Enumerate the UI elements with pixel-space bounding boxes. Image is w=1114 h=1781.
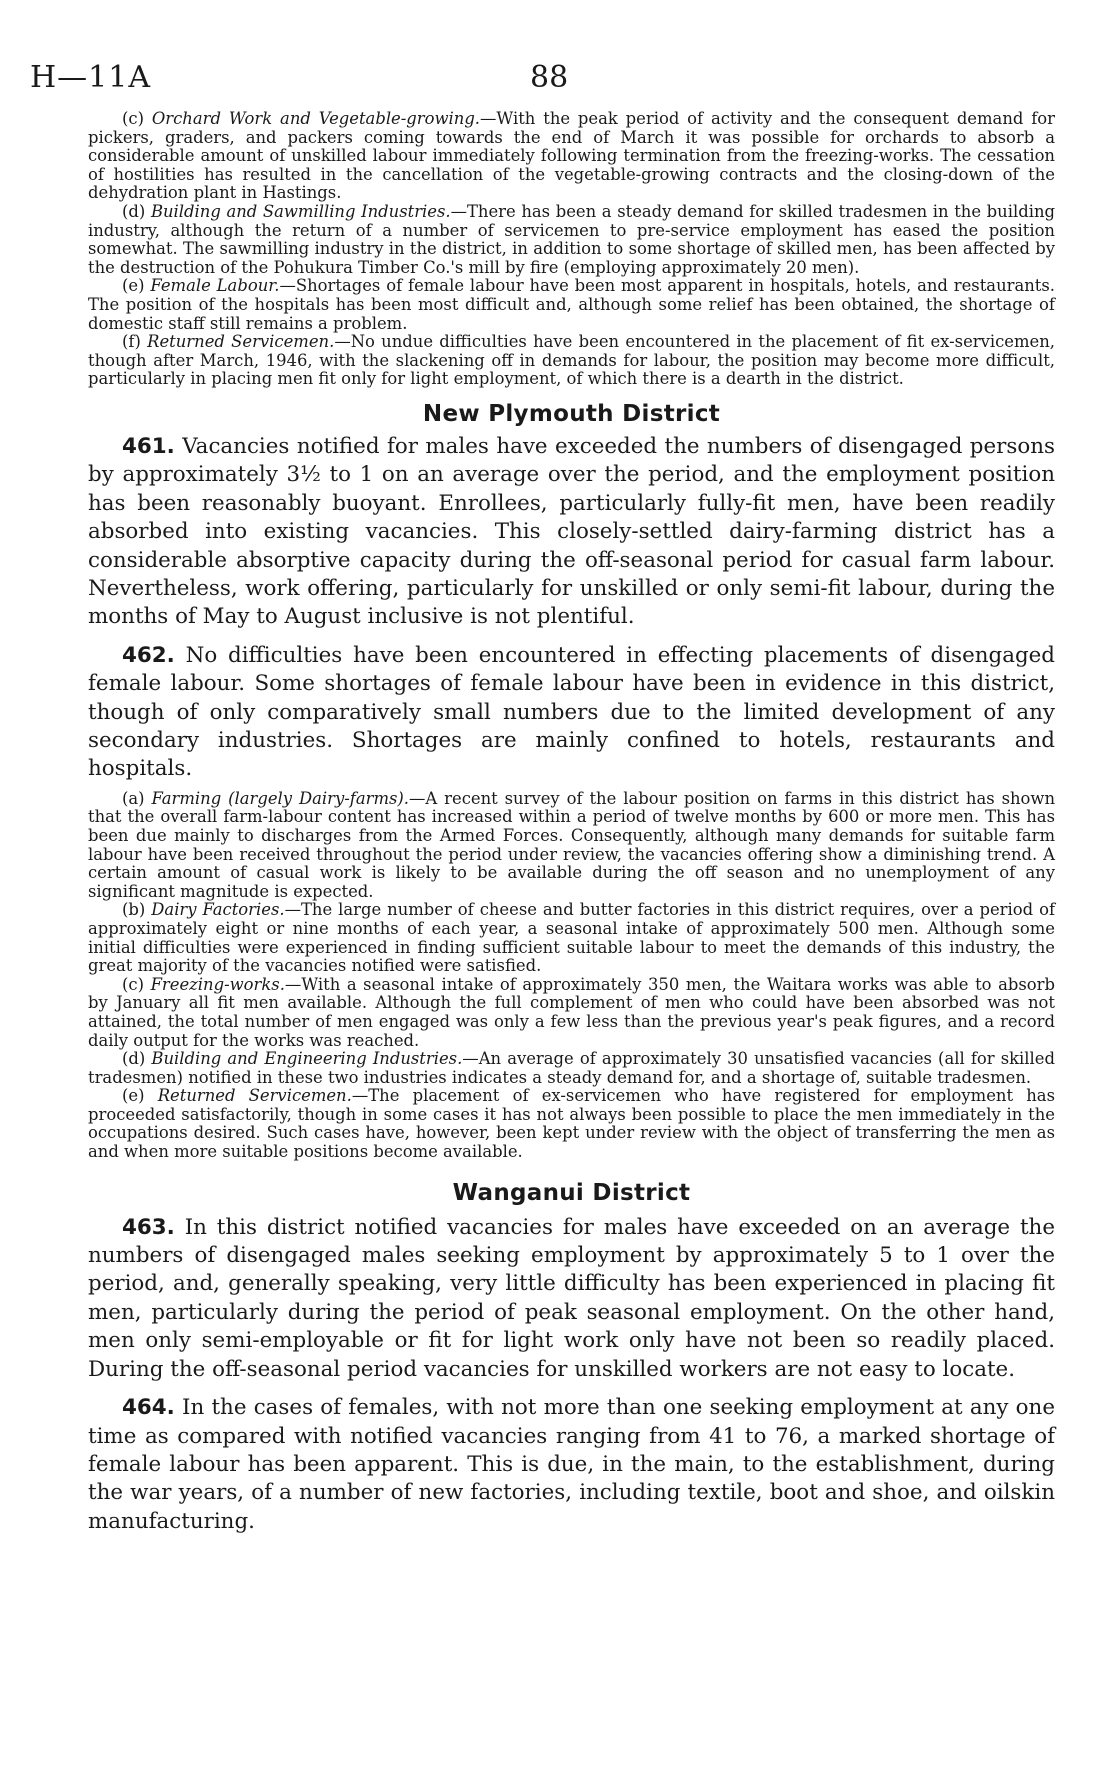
wanganui-main: [88, 1214, 1055, 1536]
heading-wanganui: Wanganui District: [452, 1179, 691, 1206]
sub-text: —The large number of cheese and butter factories in this district requires, over a period of approximately eight or nine months of each year, a seasonal intake of approximately 500 men. Although some initial difficulties were experienced in finding sufficient suitable labour to meet the demands of this industry, the great majority of the vacancies notified were satisfied.: [88, 900, 1056, 976]
paragraph-number: 461.: [122, 433, 175, 459]
hawkes-bay-subsections: [88, 110, 1055, 389]
subsection-e-female: [88, 277, 1055, 333]
new-plymouth-main: [88, 433, 1055, 784]
sub-label: (c): [122, 974, 144, 994]
sub-title: Building and Sawmilling Industries.: [150, 201, 451, 221]
paragraph-461: [88, 433, 1055, 632]
sub-label: (d): [122, 201, 146, 221]
paragraph-463: [88, 1214, 1055, 1384]
heading-new-plymouth: New Plymouth District: [422, 400, 721, 427]
paragraph-text: In this district notified vacancies for males have exceeded on an average the numbers of disengaged males seeking employment by approximately 5 to 1 over the period, and, generally speaking, very little difficulty has been experienced in placing fit men, particularly during the period of peak seasonal employment. On the other hand, men only semi-employable or fit for light work only have not been so readily placed. During the off-seasonal period vacancies for unskilled workers are not easy to locate.: [88, 1214, 1055, 1382]
subsection-e-servicemen: [88, 1087, 1055, 1161]
paragraph-462: [88, 642, 1055, 784]
page-number: 88: [530, 60, 569, 95]
sub-text: —With a seasonal intake of approximately 350 men, the Waitara works was able to absorb by January all fit men available. Although the full complement of men who could have been absorbed was not attained, the total number of men engaged was only a few less than the previous year's peak figures, and a record daily output for the works was reached.: [88, 974, 1055, 1050]
paragraph-464: [88, 1394, 1055, 1536]
subsection-b-dairy: [88, 901, 1055, 975]
sub-title: Returned Servicemen.: [147, 332, 335, 352]
sub-title: Building and Engineering Industries.: [151, 1049, 463, 1069]
report-reference: H—11A: [30, 60, 152, 95]
paragraph-number: 464.: [122, 1395, 175, 1421]
sub-title: Returned Servicemen.: [157, 1086, 352, 1106]
sub-title: Orchard Work and Vegetable-growing.: [151, 109, 481, 128]
paragraph-number: 463.: [122, 1214, 175, 1240]
sub-text: —With the peak period of activity and the consequent demand for pickers, graders, and packers coming towards the end of March it was possible for orchards to absorb a considerable amount of unskilled labour immediately following termination from the freezing-works. The cessation of hostilities has resulted in the cancellation of the vegetable-growing contracts and the closing-down of the dehydration plant in Hastings.: [88, 109, 1055, 203]
paragraph-text: In the cases of females, with not more than one seeking employment at any one time as compared with notified vacancies ranging from 41 to 76, a marked shortage of female labour has been apparent. This is due, in the main, to the establishment, during the war years, of a number of new factories, including textile, boot and shoe, and oilskin manufacturing.: [88, 1395, 1055, 1534]
sub-title: Dairy Factories.: [151, 900, 285, 920]
sub-text: —The placement of ex-servicemen who have registered for employment has proceeded satisfactorily, though in some cases it has not always been possible to place the men immediately in the occupations desired. Such cases have, however, been kept under review with the object of transferring the men as and when more suitable positions become available.: [88, 1086, 1055, 1162]
subsection-d-engineering: [88, 1050, 1055, 1087]
sub-title: Female Labour.: [150, 276, 280, 296]
body-column: [88, 110, 1055, 1536]
new-plymouth-subsections: [88, 790, 1055, 1162]
sub-title: Farming (largely Dairy-farms).: [151, 788, 410, 808]
subsection-c-orchard: [88, 110, 1055, 203]
sub-text: —There has been a steady demand for skilled tradesmen in the building industry, although the return of a number of servicemen to pre-service employment has eased the position somewhat. The sawmilling industry in the district, in addition to some shortage of skilled men, has been affected by the destruction of the Pohukura Timber Co.'s mill by fire (employing approximately 20 men).: [88, 201, 1055, 277]
subsection-d-building: [88, 203, 1055, 277]
sub-text: —No undue difficulties have been encountered in the placement of fit ex-servicemen, though after March, 1946, with the slackening off in demands for labour, the position may become more difficult, particularly in placing men fit only for light employment, of which there is a dearth in the district.: [88, 332, 1055, 389]
sub-label: (a): [122, 788, 145, 808]
paragraph-text: No difficulties have been encountered in effecting placements of disengaged female labour. Some shortages of female labour have been in evidence in this district, though of only comparatively small numbers due to the limited development of any secondary industries. Shortages are mainly confined to hotels, restaurants and hospitals.: [88, 642, 1055, 782]
sub-label: (c): [122, 109, 144, 128]
sub-label: (d): [122, 1049, 146, 1069]
page-header: [30, 60, 1084, 100]
sub-text: —An average of approximately 30 unsatisfied vacancies (all for skilled tradesmen) notified in these two industries indicates a steady demand for, and a shortage of, suitable tradesmen.: [88, 1049, 1055, 1087]
subsection-a-farming: [88, 790, 1055, 902]
sub-label: (e): [122, 1086, 145, 1106]
subsection-f-servicemen: [88, 333, 1055, 389]
sub-label: (b): [122, 900, 146, 920]
sub-label: (f): [122, 332, 141, 352]
subsection-c-freezing: [88, 976, 1055, 1050]
sub-text: —A recent survey of the labour position on farms in this district has shown that the overall farm-labour content has increased within a period of twelve months by 600 or more men. This has been due mainly to discharges from the Armed Forces. Consequently, although many demands for suitable farm labour have been received throughout the period under review, the vacancies offering show a diminishing trend. A certain amount of casual work is likely to be available during the off season and no unemployment of any significant magnitude is expected.: [88, 788, 1056, 901]
sub-text: —Shortages of female labour have been most apparent in hospitals, hotels, and restaurants. The position of the hospitals has been most difficult and, although some relief has been obtained, the shortage of domestic staff still remains a problem.: [88, 276, 1056, 333]
paragraph-number: 462.: [122, 642, 175, 668]
paragraph-text: Vacancies notified for males have exceeded the numbers of disengaged persons by approximately 3½ to 1 on an average over the period, and the employment position has been reasonably buoyant. Enrollees, particularly fully-fit men, have been readily absorbed into existing vacancies. This closely-settled dairy-farming district has a considerable absorptive capacity during the off-seasonal period for casual farm labour. Nevertheless, work offering, particularly for unskilled or only semi-fit labour, during the months of May to August inclusive is not plentiful.: [88, 433, 1055, 630]
sub-label: (e): [122, 276, 145, 296]
sub-title: Freezing-works.: [150, 974, 285, 994]
